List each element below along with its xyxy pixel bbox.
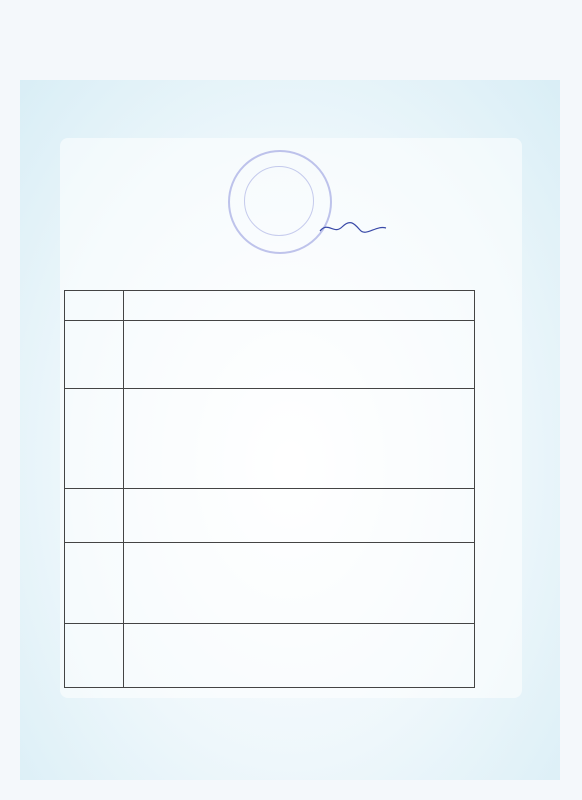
activity-cell — [124, 543, 475, 624]
table-row — [65, 389, 475, 489]
table-row — [65, 624, 475, 688]
day-cell-friday — [65, 624, 124, 688]
header-activity — [124, 291, 475, 321]
header-day — [65, 291, 124, 321]
day-cell-monday — [65, 321, 124, 389]
activity-cell — [124, 489, 475, 543]
schedule-table — [64, 290, 475, 688]
activity-cell — [124, 389, 475, 489]
day-cell-wednesday — [65, 489, 124, 543]
table-row — [65, 543, 475, 624]
children-illustration-bottom — [95, 700, 495, 790]
official-stamp — [228, 150, 332, 254]
activity-cell — [124, 624, 475, 688]
day-cell-thursday — [65, 543, 124, 624]
table-row — [65, 489, 475, 543]
day-cell-tuesday — [65, 389, 124, 489]
activity-cell — [124, 321, 475, 389]
signature — [318, 221, 388, 235]
table-row — [65, 321, 475, 389]
table-header-row — [65, 291, 475, 321]
